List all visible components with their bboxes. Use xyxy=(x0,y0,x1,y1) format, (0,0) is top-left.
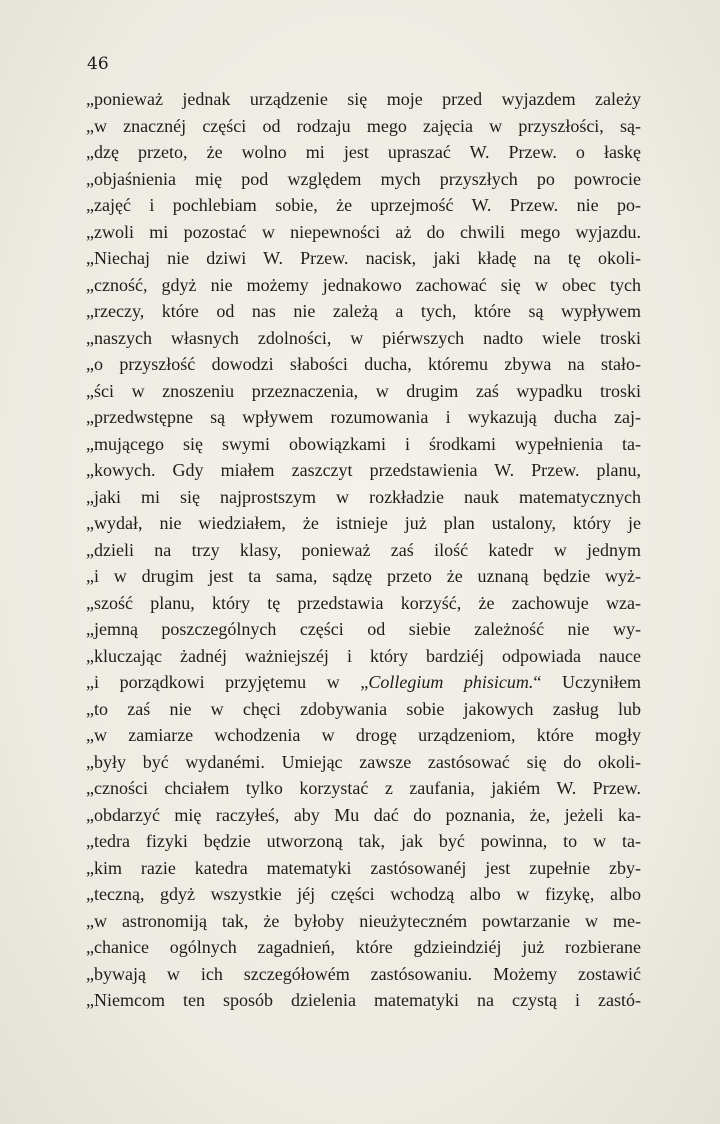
text-line: „były być wydanémi. Umiejąc zawsze zastósować się do okoli- xyxy=(86,751,641,772)
text-line: „dzę przeto, że wolno mi jest upraszać W. Przew. o łaskę xyxy=(86,142,641,162)
text-line: „teczną, gdyż wszystkie jéj części wchodzą albo w fizykę, albo xyxy=(86,884,641,904)
text-line: „jaki mi się najprostszym w rozkładzie nauk matematycznych xyxy=(86,486,641,507)
text-line: „zajęć i pochlebiam sobie, że uprzejmość W. Przew. nie po- xyxy=(86,195,641,215)
text-line: „chanice ogólnych zagadnień, które gdzieindziéj już rozbierane xyxy=(86,937,641,957)
text-line: „mującego się swymi obowiązkami i środkami wypełnienia ta- xyxy=(86,433,641,454)
text-line: „kluczając żadnéj ważniejszéj i który bardziéj odpowiada nauce xyxy=(86,645,641,666)
text-line: „wydał, nie wiedziałem, że istnieje już plan ustalony, który je xyxy=(86,513,641,533)
text-line: „przedwstępne są wpływem rozumowania i wykazują ducha zaj- xyxy=(86,407,641,427)
text-line: „bywają w ich szczegółowém zastósowaniu. Możemy zostawić xyxy=(86,963,641,984)
text-line: „czności chciałem tylko korzystać z zaufania, jakiém W. Przew. xyxy=(86,778,641,798)
text-line: „zwoli mi pozostać w niepewności aż do chwili mego wyjazdu. xyxy=(86,221,641,242)
text-line: „objaśnienia mię pod względem mych przyszłych po powrocie xyxy=(86,168,641,189)
text-line: „i w drugim jest ta sama, sądzę przeto że uznaną będzie wyż- xyxy=(86,566,641,586)
text-line: „szość planu, który tę przedstawia korzyść, że zachowuje wza- xyxy=(86,592,641,613)
body-text xyxy=(86,86,641,1014)
text-line: „rzeczy, które od nas nie zależą a tych, które są wypływem xyxy=(86,301,641,321)
text-line: „Niechaj nie dziwi W. Przew. nacisk, jaki kładę na tę okoli- xyxy=(86,248,641,268)
text-line: „Niemcom ten sposób dzielenia matematyki na czystą i zastó- xyxy=(86,990,641,1010)
text-line: „kim razie katedra matematyki zastósowanéj jest zupełnie zby- xyxy=(86,857,641,878)
text-line: „dzieli na trzy klasy, ponieważ zaś ilość katedr w jednym xyxy=(86,539,641,560)
text-line: „to zaś nie w chęci zdobywania sobie jakowych zasług lub xyxy=(86,698,641,719)
text-line: „i porządkowi przyjętemu w „Collegium phisicum.“ Uczyniłem xyxy=(86,672,641,692)
text-line: „naszych własnych zdolności, w piérwszych nadto wiele troski xyxy=(86,327,641,348)
text-line: „ści w znoszeniu przeznaczenia, w drugim zaś wypadku troski xyxy=(86,380,641,401)
text-line: „obdarzyć mię raczyłeś, aby Mu dać do poznania, że, jeżeli ka- xyxy=(86,804,641,825)
text-line: „kowych. Gdy miałem zaszczyt przedstawienia W. Przew. planu, xyxy=(86,460,641,480)
text-line: „o przyszłość dowodzi słabości ducha, któremu zbywa na stało- xyxy=(86,354,641,374)
text-line: „czność, gdyż nie możemy jednakowo zachować się w obec tych xyxy=(86,274,641,295)
text-line: „tedra fizyki będzie utworzoną tak, jak być powinna, to w ta- xyxy=(86,831,641,851)
text-line: „ponieważ jednak urządzenie się moje przed wyjazdem zależy xyxy=(86,89,641,109)
text-line: „w znacznéj części od rodzaju mego zajęcia w przyszłości, są- xyxy=(86,115,641,136)
text-line: „w zamiarze wchodzenia w drogę urządzeniom, które mogły xyxy=(86,725,641,745)
text-line: „jemną poszczególnych części od siebie zależność nie wy- xyxy=(86,619,641,639)
page-number: 46 xyxy=(87,54,109,74)
text-line: „w astronomiją tak, że byłoby nieużyteczném powtarzanie w me- xyxy=(86,910,641,931)
latin-title: Collegium phisicum. xyxy=(368,672,534,692)
